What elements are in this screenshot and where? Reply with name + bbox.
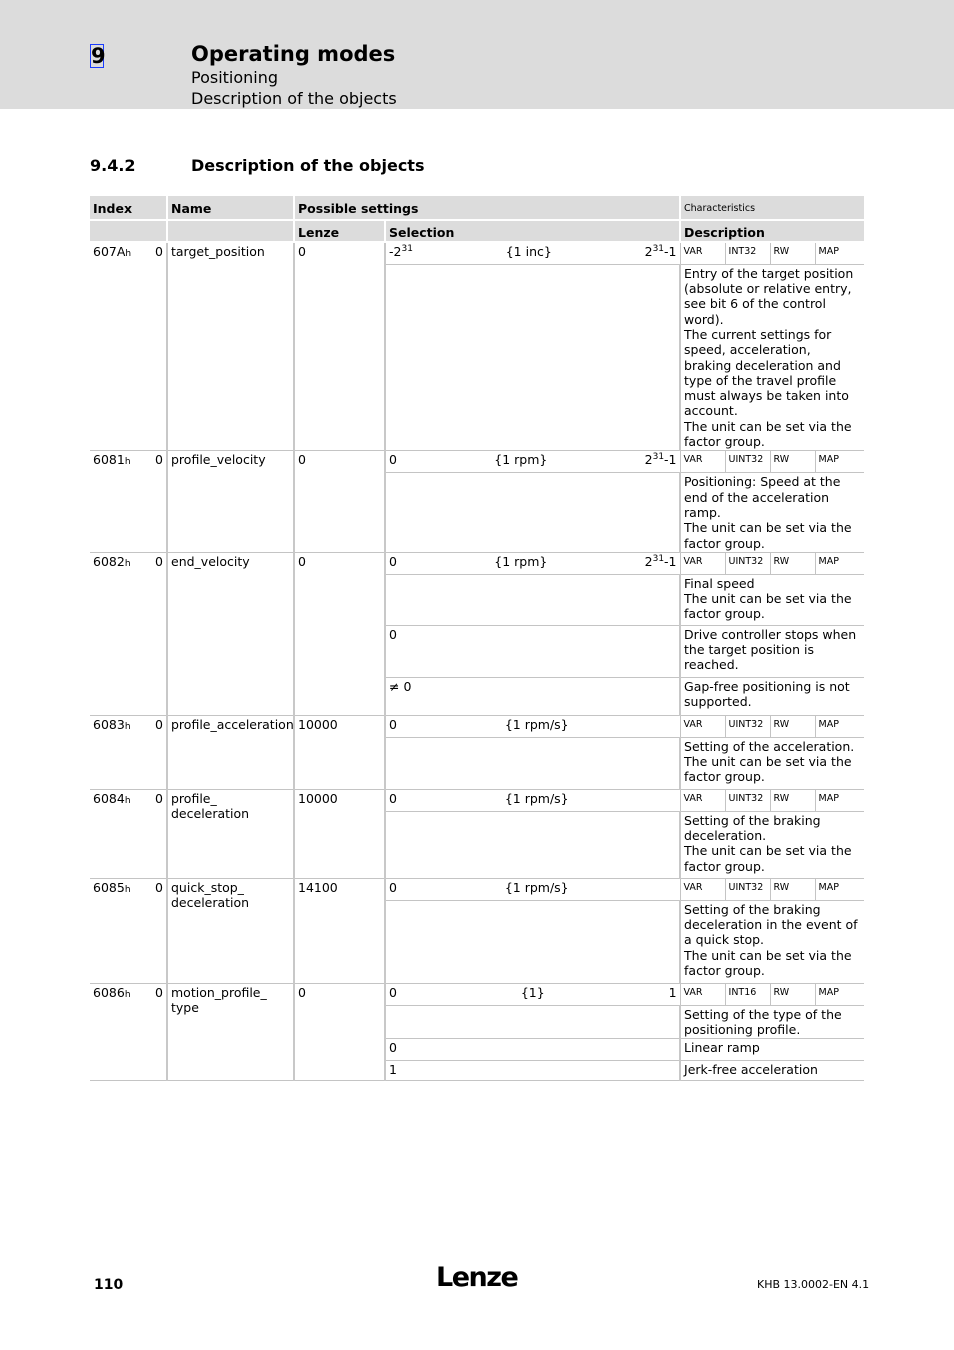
selection-unit: {1 rpm} <box>494 553 548 569</box>
table-row <box>90 552 864 574</box>
selection-min-base: -2 <box>389 244 402 260</box>
selection-min <box>389 985 397 1000</box>
cell-lenze: 14100 <box>294 878 385 983</box>
char-access: RW <box>770 715 815 737</box>
char-access: RW <box>770 552 815 574</box>
cell-lenze: 0 <box>294 242 385 451</box>
chapter-title: Operating modes <box>191 42 396 66</box>
index-value <box>93 880 131 895</box>
option-value: 1 <box>385 1061 680 1081</box>
cell-lenze: 0 <box>294 552 385 715</box>
char-access: RW <box>770 451 815 473</box>
selection-min <box>389 791 397 806</box>
index-value <box>93 717 131 732</box>
index-hex: 6082 <box>93 553 125 569</box>
option-text: Gap-free positioning is not supported. <box>680 677 864 715</box>
selection-min <box>389 244 413 259</box>
cell-index <box>90 789 167 878</box>
cell-description: Final speed The unit can be set via the factor group. <box>680 574 864 625</box>
selection-min-base: 0 <box>389 984 397 1000</box>
document-reference: KHB 13.0002-EN 4.1 <box>757 1278 870 1291</box>
selection-min-base: 0 <box>389 553 397 569</box>
selection-min-base: 0 <box>389 716 397 732</box>
objects-table <box>90 196 864 1081</box>
char-data-type: INT32 <box>725 242 770 264</box>
selection-unit: {1 rpm/s} <box>504 716 569 732</box>
cell-selection-blank <box>385 473 680 552</box>
header-description: Description <box>680 220 864 242</box>
subindex-value: 0 <box>155 244 163 260</box>
cell-name: motion_profile_ type <box>167 983 294 1081</box>
char-object-type: VAR <box>680 552 725 574</box>
char-mapping: MAP <box>815 983 864 1005</box>
chapter-number-link[interactable]: 9 <box>91 44 106 68</box>
table-row <box>90 242 864 264</box>
selection-max <box>645 452 677 467</box>
char-access: RW <box>770 242 815 264</box>
index-value <box>93 985 131 1000</box>
char-object-type: VAR <box>680 451 725 473</box>
cell-name: profile_ deceleration <box>167 789 294 878</box>
char-mapping: MAP <box>815 552 864 574</box>
char-mapping: MAP <box>815 242 864 264</box>
cell-selection-blank <box>385 574 680 625</box>
index-hex: 607A <box>93 244 126 260</box>
cell-index <box>90 983 167 1081</box>
selection-unit: {1} <box>520 984 545 1000</box>
char-object-type: VAR <box>680 715 725 737</box>
selection-max <box>645 554 677 569</box>
char-object-type: VAR <box>680 983 725 1005</box>
cell-name: profile_velocity <box>167 451 294 552</box>
index-hex: 6085 <box>93 879 125 895</box>
selection-min-base: 0 <box>389 790 397 806</box>
selection-max-base: 2 <box>644 553 653 569</box>
selection-min <box>389 880 397 895</box>
char-object-type: VAR <box>680 789 725 811</box>
option-value: 0 <box>385 625 680 677</box>
cell-lenze: 0 <box>294 983 385 1081</box>
cell-name: quick_stop_ deceleration <box>167 878 294 983</box>
selection-min <box>389 452 397 467</box>
index-hex: 6081 <box>93 452 125 468</box>
subindex-value: 0 <box>155 879 163 895</box>
header-characteristics: Characteristics <box>680 196 864 220</box>
selection-max-exponent: 31 <box>652 244 665 255</box>
cell-selection <box>385 983 680 1005</box>
index-value <box>93 791 131 806</box>
table-row <box>90 451 864 473</box>
selection-min <box>389 554 397 569</box>
cell-selection-blank <box>385 900 680 983</box>
index-suffix: h <box>125 249 132 260</box>
char-mapping: MAP <box>815 715 864 737</box>
selection-max-suffix: -1 <box>664 244 677 260</box>
cell-name: target_position <box>167 242 294 451</box>
index-suffix: h <box>124 721 131 732</box>
table-header-row-2 <box>90 220 864 242</box>
char-access: RW <box>770 789 815 811</box>
lenze-logo: Lenze <box>436 1262 518 1293</box>
header-name: Name <box>167 196 294 220</box>
char-data-type: UINT32 <box>725 552 770 574</box>
char-data-type: UINT32 <box>725 451 770 473</box>
option-text: Jerk-free acceleration <box>680 1061 864 1081</box>
option-value: 0 <box>385 1039 680 1061</box>
selection-unit: {1 rpm} <box>494 452 548 468</box>
cell-selection-blank <box>385 1005 680 1039</box>
cell-index <box>90 242 167 451</box>
cell-lenze: 0 <box>294 451 385 552</box>
selection-min-base: 0 <box>389 452 397 468</box>
char-mapping: MAP <box>815 451 864 473</box>
cell-selection <box>385 242 680 264</box>
char-access: RW <box>770 878 815 900</box>
index-hex: 6086 <box>93 984 125 1000</box>
option-value: ≠ 0 <box>385 677 680 715</box>
cell-description: Setting of the braking deceleration in the event of a quick stop. The unit can be set via the factor group. <box>680 900 864 983</box>
index-suffix: h <box>124 884 131 895</box>
char-access: RW <box>770 983 815 1005</box>
char-object-type: VAR <box>680 242 725 264</box>
char-data-type: UINT32 <box>725 789 770 811</box>
cell-selection-blank <box>385 264 680 451</box>
header-lenze: Lenze <box>294 220 385 242</box>
cell-selection-blank <box>385 737 680 789</box>
table-row <box>90 789 864 811</box>
selection-max-base: 2 <box>644 452 653 468</box>
selection-max <box>669 985 677 1000</box>
index-suffix: h <box>124 795 131 806</box>
section-title: Description of the objects <box>191 156 425 175</box>
table-header-row-1 <box>90 196 864 220</box>
index-value <box>93 554 131 569</box>
char-data-type: UINT32 <box>725 878 770 900</box>
cell-description: Setting of the braking deceleration. The unit can be set via the factor group. <box>680 811 864 878</box>
header-subtitle-positioning: Positioning <box>191 68 279 87</box>
index-suffix: h <box>124 457 131 468</box>
index-suffix: h <box>124 989 131 1000</box>
cell-selection <box>385 789 680 811</box>
table-row <box>90 878 864 900</box>
table-row <box>90 715 864 737</box>
option-text: Drive controller stops when the target position is reached. <box>680 625 864 677</box>
char-mapping: MAP <box>815 878 864 900</box>
selection-max-exponent: 31 <box>652 553 665 564</box>
cell-index <box>90 715 167 789</box>
header-blank-index <box>90 220 167 242</box>
index-suffix: h <box>124 558 131 569</box>
selection-unit: {1 inc} <box>505 244 552 260</box>
selection-max-exponent: 31 <box>652 452 665 463</box>
cell-index <box>90 451 167 552</box>
char-object-type: VAR <box>680 878 725 900</box>
subindex-value: 0 <box>155 553 163 569</box>
page-number: 110 <box>94 1277 124 1293</box>
selection-unit: {1 rpm/s} <box>504 790 569 806</box>
cell-name: profile_acceleration <box>167 715 294 789</box>
cell-selection-blank <box>385 811 680 878</box>
header-blank-name <box>167 220 294 242</box>
header-possible-settings: Possible settings <box>294 196 680 220</box>
char-data-type: UINT32 <box>725 715 770 737</box>
cell-description: Setting of the acceleration. The unit can be set via the factor group. <box>680 737 864 789</box>
index-hex: 6084 <box>93 790 125 806</box>
cell-index <box>90 552 167 715</box>
cell-description: Entry of the target position (absolute or relative entry, see bit 6 of the control word). The current settings for speed, acceleration, braking deceleration and type of the travel profile must always be taken into account. The unit can be set via the factor group. <box>680 264 864 451</box>
cell-index <box>90 878 167 983</box>
cell-description: Positioning: Speed at the end of the acceleration ramp. The unit can be set via the factor group. <box>680 473 864 552</box>
cell-lenze: 10000 <box>294 715 385 789</box>
cell-selection <box>385 715 680 737</box>
option-text: Linear ramp <box>680 1039 864 1061</box>
section-number: 9.4.2 <box>90 156 136 175</box>
selection-max-suffix: -1 <box>664 553 677 569</box>
char-data-type: INT16 <box>725 983 770 1005</box>
subindex-value: 0 <box>155 716 163 732</box>
subindex-value: 0 <box>155 790 163 806</box>
selection-min <box>389 717 397 732</box>
header-selection: Selection <box>385 220 680 242</box>
selection-min-base: 0 <box>389 879 397 895</box>
cell-selection <box>385 878 680 900</box>
index-value <box>93 452 131 467</box>
cell-lenze: 10000 <box>294 789 385 878</box>
index-hex: 6083 <box>93 716 125 732</box>
cell-description: Setting of the type of the positioning profile. <box>680 1005 864 1039</box>
selection-max <box>645 244 677 259</box>
header-index: Index <box>90 196 167 220</box>
table-row <box>90 983 864 1005</box>
selection-max-suffix: -1 <box>664 452 677 468</box>
cell-name: end_velocity <box>167 552 294 715</box>
selection-unit: {1 rpm/s} <box>504 879 569 895</box>
header-subtitle-objects: Description of the objects <box>191 89 397 108</box>
subindex-value: 0 <box>155 984 163 1000</box>
cell-selection <box>385 552 680 574</box>
char-mapping: MAP <box>815 789 864 811</box>
selection-max-base: 1 <box>668 984 677 1000</box>
subindex-value: 0 <box>155 452 163 468</box>
selection-max-base: 2 <box>644 244 653 260</box>
index-value <box>93 244 131 259</box>
header-band <box>0 0 954 109</box>
cell-selection <box>385 451 680 473</box>
selection-min-exponent: 31 <box>401 244 413 255</box>
